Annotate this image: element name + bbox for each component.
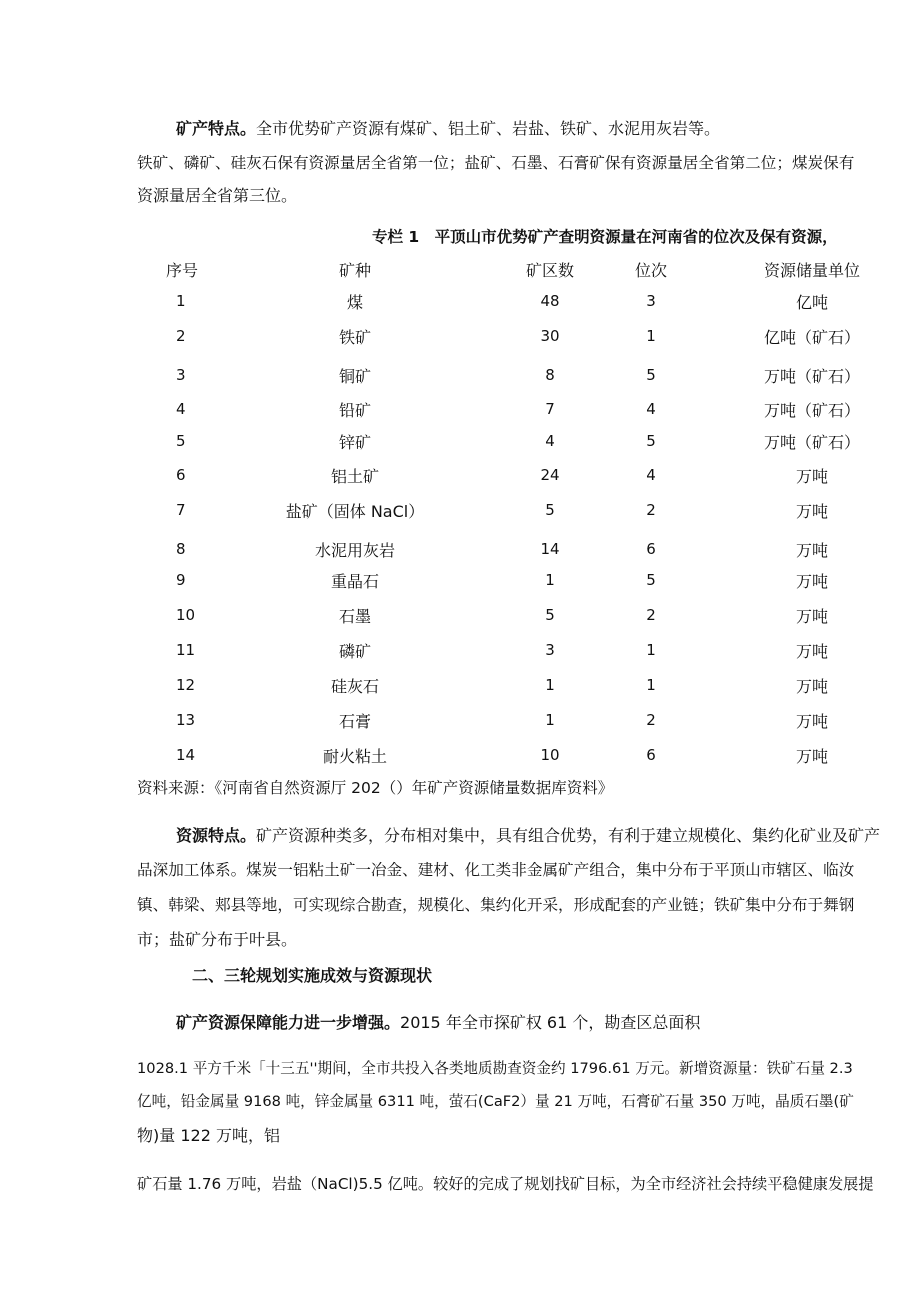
paragraph-guarantee-line1 <box>176 1012 700 1034</box>
table-cell-rank: 4 <box>646 400 656 418</box>
column-header-unit: 资源储量单位 <box>763 261 860 280</box>
table-cell-district-count: 1 <box>545 711 555 729</box>
column-header-mineral: 矿种 <box>338 261 371 280</box>
table-cell-index: 3 <box>176 366 186 384</box>
table-source: 资料来源：《河南省自然资源厅 202（）年矿产资源储量数据库资料》 <box>137 779 614 797</box>
column-header-rank: 位次 <box>634 261 667 280</box>
paragraph-mineral-features-line2: 铁矿、磷矿、硅灰石保有资源量居全省第一位；盐矿、石墨、石膏矿保有资源量居全省第二位；煤炭保有 <box>137 154 855 172</box>
table-cell-rank: 3 <box>646 292 656 310</box>
table-cell-rank: 6 <box>646 540 656 558</box>
table-cell-district-count: 1 <box>545 676 555 694</box>
table-cell-district-count: 3 <box>545 641 555 659</box>
table-cell-rank: 2 <box>646 501 656 519</box>
table-cell-district-count: 10 <box>540 746 560 764</box>
paragraph-lead-guarantee: 矿产资源保障能力进一步增强。 <box>176 1013 401 1032</box>
paragraph-mineral-features-line1 <box>176 118 720 140</box>
table-cell-unit: 万吨 <box>795 572 828 591</box>
table-cell-district-count: 5 <box>545 501 555 519</box>
table-cell-district-count: 48 <box>540 292 560 310</box>
table-cell-mineral: 铜矿 <box>338 367 371 386</box>
table-cell-unit: 万吨 <box>795 712 828 731</box>
table-cell-unit: 万吨 <box>795 747 828 766</box>
paragraph-guarantee-line5: 矿石量 1.76 万吨，岩盐（NaCl)5.5 亿吨。较好的完成了规划找矿目标，为全市经济社会持续平稳健康发展提 <box>137 1175 874 1193</box>
table-cell-index: 9 <box>176 571 186 589</box>
paragraph-resource-features-line4: 市；盐矿分布于叶县。 <box>137 930 298 949</box>
table-cell-mineral: 重晶石 <box>330 572 379 591</box>
table-cell-mineral: 水泥用灰岩 <box>314 541 395 560</box>
table-cell-unit: 亿吨（矿石） <box>763 328 860 347</box>
table-cell-unit: 万吨 <box>795 607 828 626</box>
table-cell-index: 4 <box>176 400 186 418</box>
table-cell-rank: 2 <box>646 606 656 624</box>
table-cell-index: 11 <box>176 641 196 659</box>
table-cell-district-count: 4 <box>545 432 555 450</box>
table-cell-rank: 1 <box>646 327 656 345</box>
table-cell-rank: 4 <box>646 466 656 484</box>
table-cell-index: 7 <box>176 501 186 519</box>
table-cell-district-count: 1 <box>545 571 555 589</box>
table-cell-unit: 万吨 <box>795 677 828 696</box>
table-cell-rank: 1 <box>646 641 656 659</box>
table-cell-index: 14 <box>176 746 196 764</box>
paragraph-lead-resource-features: 资源特点。 <box>176 826 257 845</box>
table-cell-district-count: 30 <box>540 327 560 345</box>
table-caption: 专栏 1 平顶山市优势矿产查明资源量在河南省的位次及保有资源， <box>372 228 838 246</box>
table-cell-mineral: 石墨 <box>338 607 371 626</box>
column-header-district-count: 矿区数 <box>525 261 574 280</box>
table-cell-unit: 万吨（矿石） <box>763 401 860 420</box>
table-cell-district-count: 24 <box>540 466 560 484</box>
table-cell-mineral: 硅灰石 <box>330 677 379 696</box>
table-cell-unit: 亿吨 <box>795 293 828 312</box>
paragraph-text: 全市优势矿产资源有煤矿、铝土矿、岩盐、铁矿、水泥用灰岩等。 <box>256 119 721 138</box>
table-cell-mineral: 磷矿 <box>338 642 371 661</box>
paragraph-text: 2015 年全市探矿权 61 个，勘查区总面积 <box>400 1013 701 1032</box>
paragraph-resource-features-line1 <box>176 825 880 847</box>
table-cell-mineral: 煤 <box>346 293 363 312</box>
table-cell-rank: 2 <box>646 711 656 729</box>
paragraph-lead-mineral-features: 矿产特点。 <box>176 119 257 138</box>
table-cell-index: 6 <box>176 466 186 484</box>
table-cell-mineral: 铝土矿 <box>330 467 379 486</box>
paragraph-text: 矿产资源种类多，分布相对集中，具有组合优势，有利于建立规模化、集约化矿业及矿产 <box>256 826 881 845</box>
paragraph-guarantee-line2: 1028.1 平方千米「十三五''期间，全市共投入各类地质勘查资金约 1796.61 万元。新增资源量：铁矿石量 2.3 <box>137 1060 853 1077</box>
paragraph-guarantee-line3: 亿吨，铅金属量 9168 吨，锌金属量 6311 吨，萤石(CaF2）量 21 万吨，石膏矿石量 350 万吨，晶质石墨(矿 <box>137 1093 854 1110</box>
table-cell-unit: 万吨 <box>795 467 828 486</box>
table-cell-index: 1 <box>176 292 186 310</box>
column-header-index: 序号 <box>166 261 199 280</box>
table-cell-district-count: 7 <box>545 400 555 418</box>
table-cell-district-count: 5 <box>545 606 555 624</box>
table-cell-mineral: 锌矿 <box>338 433 371 452</box>
table-cell-index: 2 <box>176 327 186 345</box>
table-cell-index: 13 <box>176 711 196 729</box>
table-cell-index: 12 <box>176 676 196 694</box>
table-cell-rank: 5 <box>646 366 656 384</box>
paragraph-resource-features-line3: 镇、韩梁、郏县等地，可实现综合勘查，规模化、集约化开采，形成配套的产业链；铁矿集中分布于舞钢 <box>137 896 855 914</box>
table-cell-district-count: 14 <box>540 540 560 558</box>
paragraph-mineral-features-line3: 资源量居全省第三位。 <box>137 186 298 205</box>
table-cell-unit: 万吨（矿石） <box>763 367 860 386</box>
table-cell-mineral: 铁矿 <box>338 328 371 347</box>
paragraph-resource-features-line2: 品深加工体系。煤炭一铝粘土矿一冶金、建材、化工类非金属矿产组合，集中分布于平顶山市辖区、临汝 <box>137 861 855 879</box>
table-cell-mineral: 石膏 <box>338 712 371 731</box>
table-cell-unit: 万吨 <box>795 502 828 521</box>
section-heading: 二、三轮规划实施成效与资源现状 <box>192 966 433 985</box>
table-cell-index: 5 <box>176 432 186 450</box>
table-cell-unit: 万吨 <box>795 642 828 661</box>
table-cell-index: 8 <box>176 540 186 558</box>
table-cell-index: 10 <box>176 606 196 624</box>
table-cell-rank: 5 <box>646 571 656 589</box>
table-cell-rank: 5 <box>646 432 656 450</box>
table-cell-rank: 6 <box>646 746 656 764</box>
table-cell-unit: 万吨 <box>795 541 828 560</box>
table-cell-unit: 万吨（矿石） <box>763 433 860 452</box>
table-cell-district-count: 8 <box>545 366 555 384</box>
table-cell-mineral: 盐矿（固体 NaCl） <box>285 502 425 521</box>
table-cell-mineral: 铅矿 <box>338 401 371 420</box>
table-cell-mineral: 耐火粘土 <box>322 747 387 766</box>
paragraph-guarantee-line4: 物)量 122 万吨，铝 <box>137 1126 280 1145</box>
table-cell-rank: 1 <box>646 676 656 694</box>
